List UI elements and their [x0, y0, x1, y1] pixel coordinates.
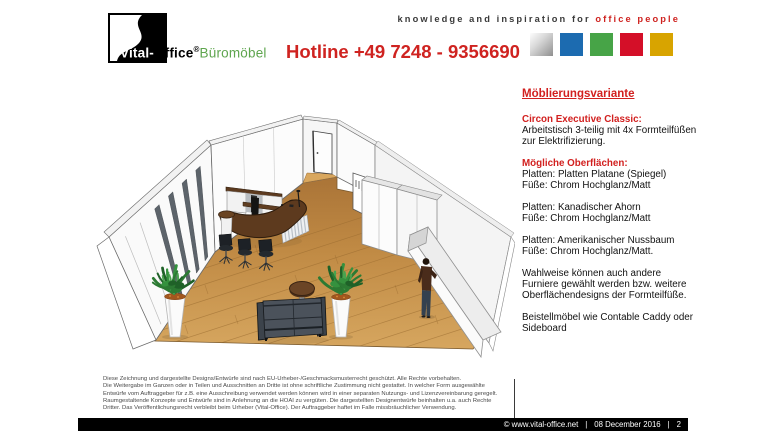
color-square-red	[620, 33, 643, 56]
color-square-blue	[560, 33, 583, 56]
corridor	[303, 116, 338, 183]
color-square-gold	[650, 33, 673, 56]
panel-line: Füße: Chrom Hochglanz/Matt	[522, 213, 651, 224]
furnishing-variant-panel	[522, 88, 734, 345]
footer-bar	[78, 418, 688, 431]
panel-line: Beistellmöbel wie Contable Caddy oder	[522, 312, 693, 323]
panel-block	[522, 312, 734, 334]
panel-line: Furniere gewählt werden bzw. weitere	[522, 279, 687, 290]
brand-wordmark	[120, 45, 267, 61]
disclaimer-line: Dritter. Das Veröffentlichungsrecht verbleibt beim Urheber (Vital-Office). Der Auftraggeber haftet im Falle missbräuchlicher Verwendung.	[103, 405, 457, 412]
tagline-red: office people	[595, 14, 680, 24]
footer-copyright: © www.vital-office.net	[503, 420, 579, 429]
disclaimer-line: Die Weitergabe im Ganzen oder in Teilen und Ausschnitten an Dritte ist ohne schriftliche Zustimmung nicht gestattet. In welcher Form ausgewählte	[103, 383, 485, 390]
panel-line: Oberflächendesigns der Formteilfüße.	[522, 290, 687, 301]
brand-office: Office	[153, 45, 194, 61]
panel-line: Füße: Chrom Hochglanz/Matt	[522, 180, 651, 191]
panel-title: Möblierungsvariante	[522, 88, 635, 100]
panel-line: zur Elektrifizierung.	[522, 136, 606, 147]
color-square-silver	[530, 33, 553, 56]
panel-line: Wahlweise können auch andere	[522, 268, 662, 279]
panel-line: Arbeitstisch 3-teilig mit 4x Formteilfüßen	[522, 125, 697, 136]
room-rendering	[85, 85, 515, 377]
registered-mark: ®	[193, 45, 200, 54]
panel-line: Platten: Kanadischer Ahorn	[522, 202, 641, 213]
brand-suffix: Büromöbel	[199, 45, 267, 61]
footer-separator: |	[585, 420, 588, 429]
panel-line: Platten: Amerikanischer Nussbaum	[522, 235, 675, 246]
disclaimer-line: Diese Zeichnung und dargestellte Designs/Entwürfe sind nach EU-Urheber-/Geschmacksmusterrecht geschützt. Alle Rechte vorbehalten.	[103, 376, 462, 382]
brand-vital: Vital-	[120, 45, 154, 61]
panel-block	[522, 235, 734, 257]
brand-color-squares	[530, 33, 673, 56]
panel-line: Füße: Chrom Hochglanz/Matt.	[522, 246, 654, 257]
panel-line: Sideboard	[522, 323, 567, 334]
footer-date: 08 December 2016	[594, 420, 661, 429]
footer-page-number: 2	[676, 420, 681, 429]
tagline-black: knowledge and inspiration for	[397, 14, 591, 24]
panel-block	[522, 114, 734, 147]
panel-block	[522, 158, 734, 191]
panel-heading: Mögliche Oberflächen:	[522, 158, 628, 169]
disclaimer-line: Raumgestaltende Konzepte und Entwürfe sind in Anlehnung an die HOAI zu vergüten. Die dargestellten Designentwürfe beinhalten u.a. auch Rechte	[103, 397, 492, 404]
disclaimer-line: Entwürfe vom Auftraggeber für z.B. eine Ausschreibung verwendet werden können wird in einer separaten Nutzungs- und Lizenzvereinbarung geregelt.	[103, 390, 498, 397]
copyright-disclaimer	[103, 376, 505, 412]
footer-separator: |	[667, 420, 670, 429]
panel-block	[522, 202, 734, 224]
footer-divider	[514, 379, 515, 418]
panel-heading: Circon Executive Classic:	[522, 114, 642, 125]
tagline	[388, 14, 680, 24]
panel-block	[522, 268, 734, 301]
corridor-door	[313, 131, 332, 174]
hotline-number: Hotline +49 7248 - 9356690	[286, 41, 520, 62]
color-square-green	[590, 33, 613, 56]
panel-line: Platten: Platten Platane (Spiegel)	[522, 169, 667, 180]
